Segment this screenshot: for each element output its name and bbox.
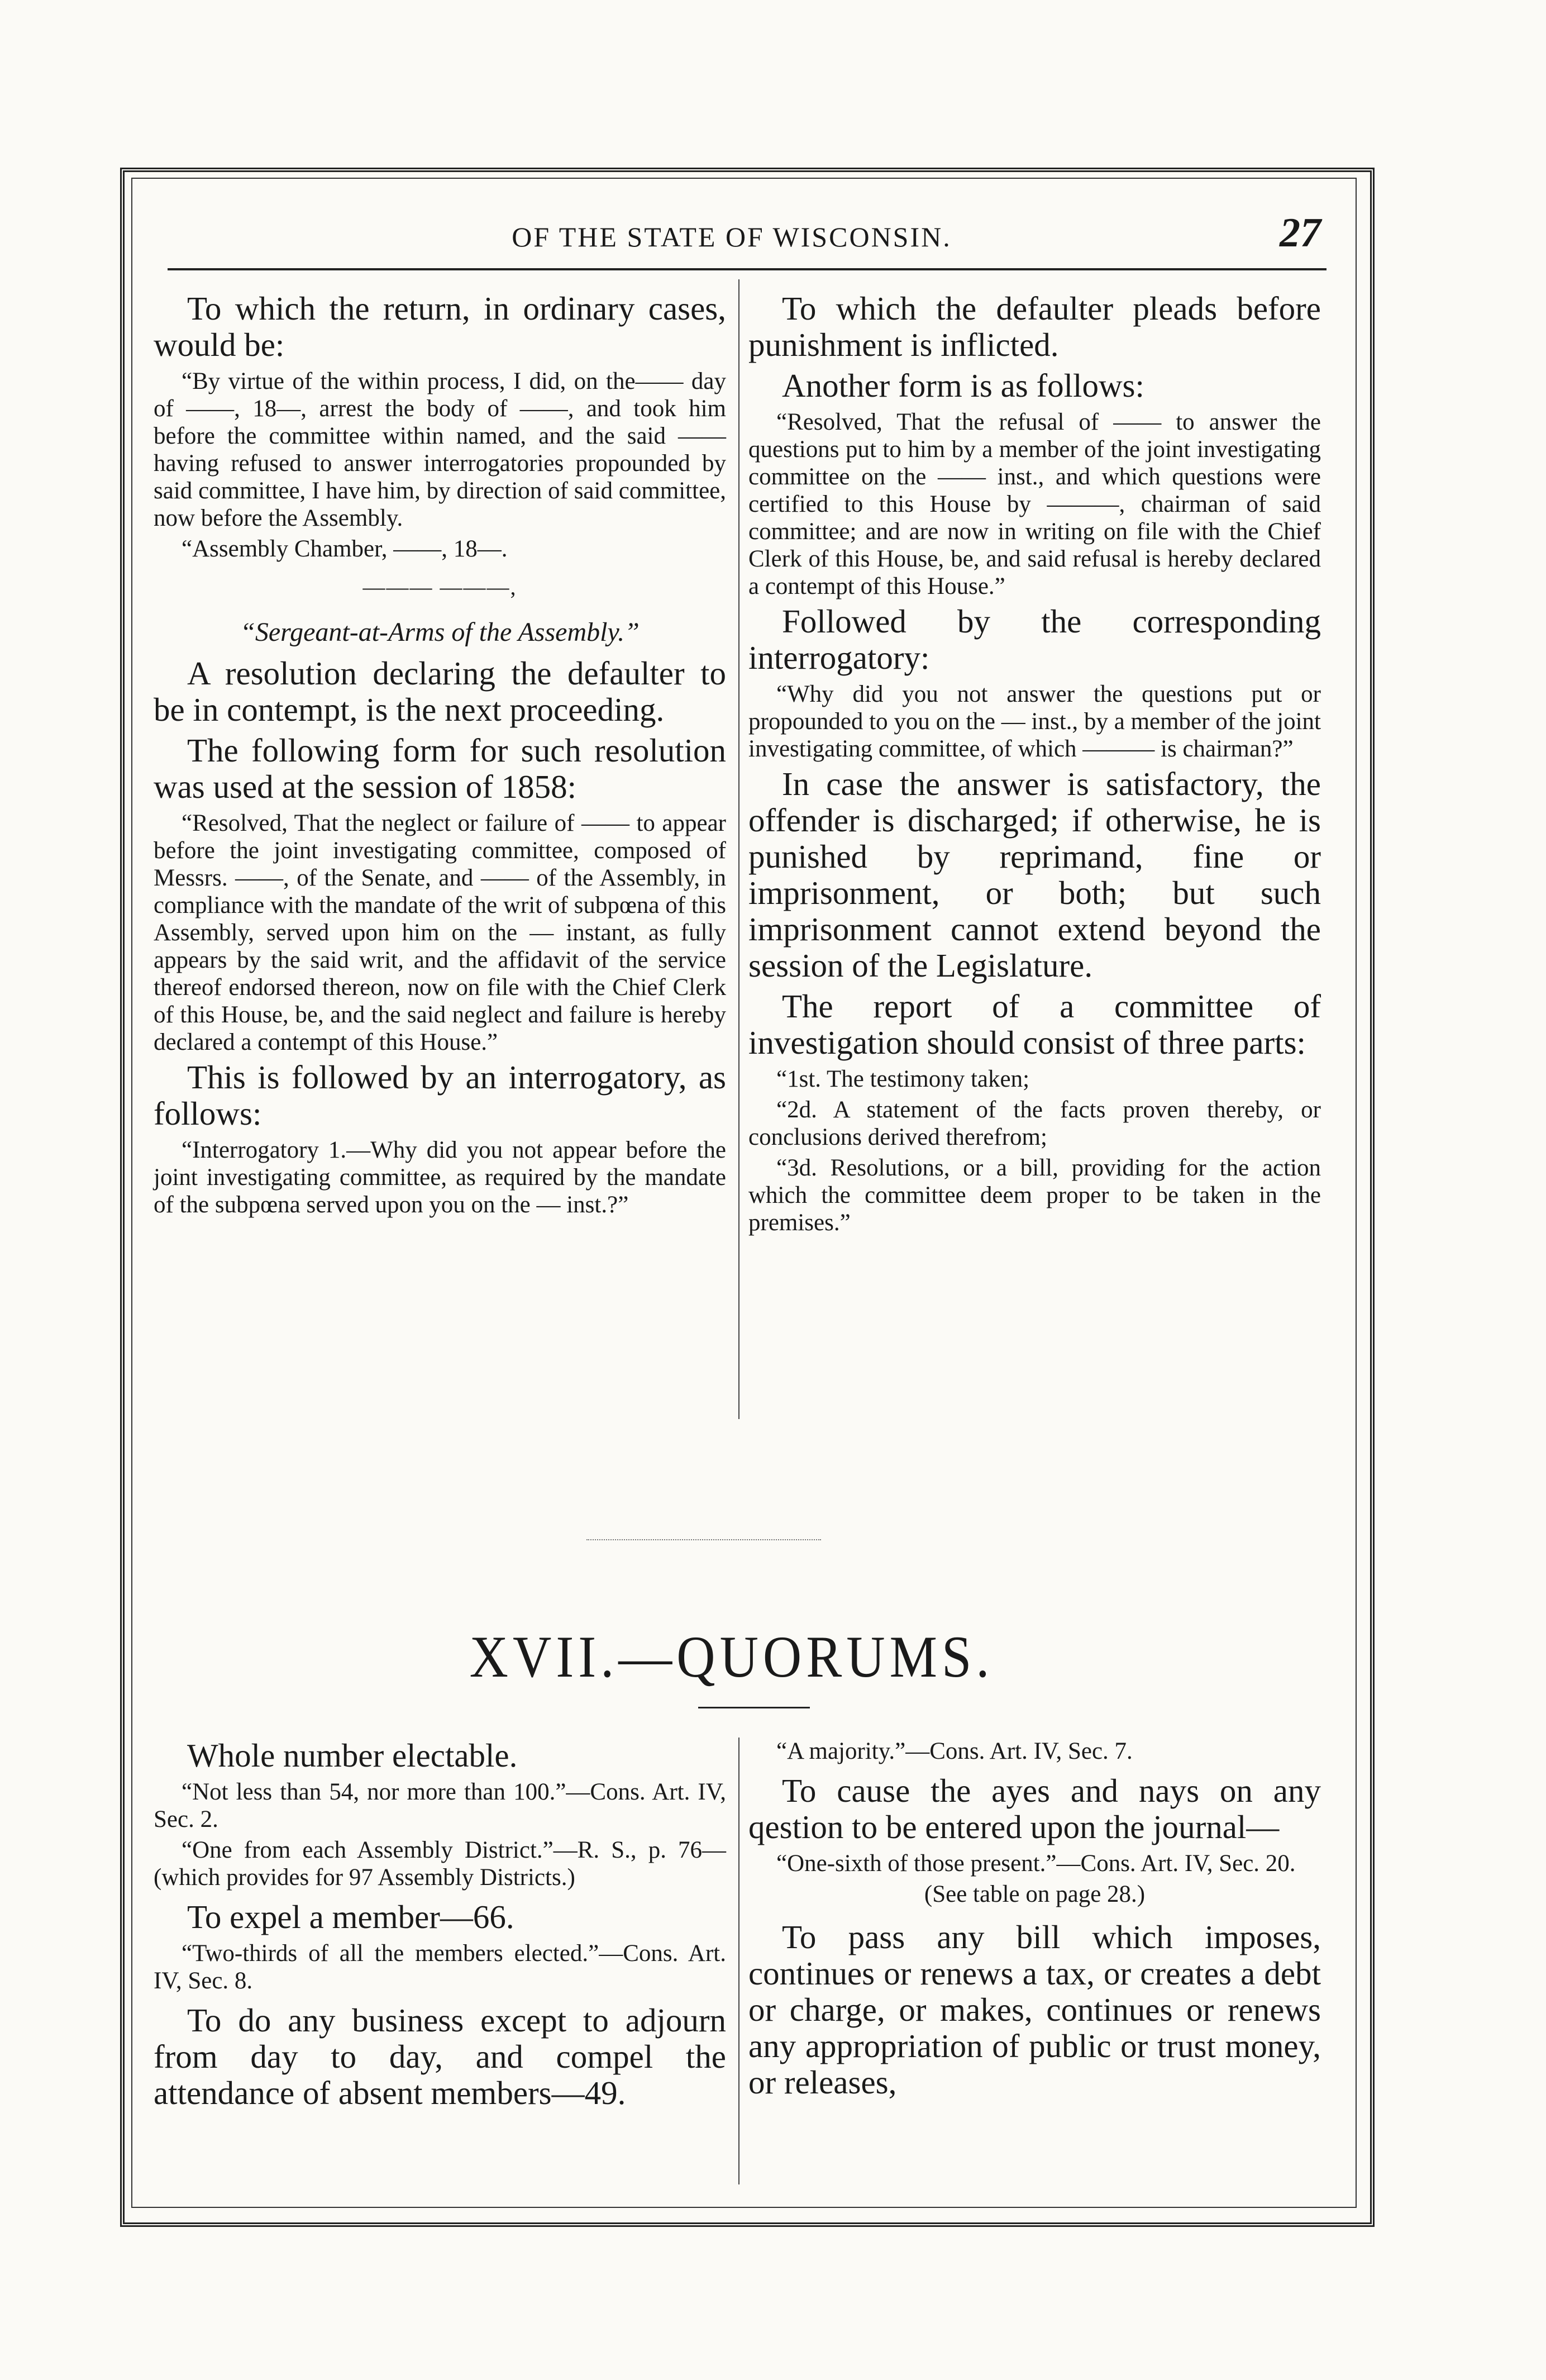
paragraph: To which the return, in ordinary cases, would be: xyxy=(154,290,726,363)
quorum-heading: To cause the ayes and nays on any qestion to be entered upon the journal— xyxy=(748,1772,1321,1845)
paragraph: Followed by the corresponding interrogatory: xyxy=(748,603,1321,676)
list-item: “3d. Resolutions, or a bill, providing for the action which the committee deem proper to be taken in the premises.” xyxy=(748,1155,1321,1236)
resolution-quote: “Resolved, That the neglect or failure of —— to appear before the joint investigating committee, composed of Messrs. ——, of the Senate, and —— of the Assembly, in compliance with the mandate of the writ of subpœna of this Assembly, served upon him on the — instant, as fully appears by the said writ, and the affidavit of the service thereof endorsed thereon, now on file with the Chief Clerk of this House, be, and the said neglect and failure is hereby declared a contempt of this House.” xyxy=(154,810,726,1055)
citation: “Two-thirds of all the members elected.”—Cons. Art. IV, Sec. 8. xyxy=(154,1940,726,1994)
paragraph: This is followed by an interrogatory, as follows: xyxy=(154,1059,726,1132)
quorum-heading: Whole number electable. xyxy=(187,1737,518,1774)
bottom-left-column xyxy=(154,1738,726,2116)
table-note: (See table on page 28.) xyxy=(924,1881,1146,1907)
interrogatory-quote: “Interrogatory 1.—Why did you not appear before the joint investigating committee, as required by the mandate of the subpœna served upon you on the — inst.?” xyxy=(154,1137,726,1218)
quote-return: “By virtue of the within process, I did, on the—— day of ——, 18—, arrest the body of ——, and took him before the committee within named, and the said —— having refused to answer interrogatories propounded by said committee, I have him, by direction of said committee, now before the Assembly. xyxy=(154,368,726,531)
page-number: 27 xyxy=(1280,210,1321,256)
list-item: “1st. The testimony taken; xyxy=(776,1066,1030,1092)
paragraph: To which the defaulter pleads before punishment is inflicted. xyxy=(748,290,1321,363)
quorum-heading: To pass any bill which imposes, continues or renews a tax, or creates a debt or charge, or makes, continues or renews any appropriation of public or trust money, or releases, xyxy=(748,1919,1321,2101)
quote-date: “Assembly Chamber, ——, 18—. xyxy=(182,536,508,562)
signature-lines: ——— ———, xyxy=(362,574,517,599)
running-head: OF THE STATE OF WISCONSIN. xyxy=(512,221,952,253)
paragraph: Another form is as follows: xyxy=(782,367,1144,404)
citation: “Not less than 54, nor more than 100.”—Cons. Art. IV, Sec. 2. xyxy=(154,1779,726,1832)
section-title: XVII.—QUORUMS. xyxy=(469,1624,994,1690)
paragraph: A resolution declaring the defaulter to be in contempt, is the next proceeding. xyxy=(154,655,726,728)
paragraph: The following form for such resolution was used at the session of 1858: xyxy=(154,732,726,805)
bottom-column-divider xyxy=(738,1738,739,2184)
section-title-rule xyxy=(698,1707,810,1708)
citation: “A majority.”—Cons. Art. IV, Sec. 7. xyxy=(776,1738,1133,1764)
citation: “One-sixth of those present.”—Cons. Art. IV, Sec. 20. xyxy=(776,1850,1296,1877)
resolution-quote: “Resolved, That the refusal of —— to answer the questions put to him by a member of the joint investigating committee on the —— inst., and which questions were certified to this House by ———, chairman of said committee; and are now in writing on file with the Chief Clerk of this House, be, and said refusal is hereby declared a contempt of this House.” xyxy=(748,409,1321,599)
top-left-column xyxy=(154,291,726,1222)
top-right-column xyxy=(748,291,1321,1240)
section-break-rule xyxy=(586,1539,821,1540)
list-item: “2d. A statement of the facts proven thereby, or conclusions derived therefrom; xyxy=(748,1097,1321,1150)
quorum-heading: To expel a member—66. xyxy=(187,1898,514,1935)
bottom-right-column xyxy=(748,1738,1321,2105)
quorum-heading: To do any business except to adjourn from day to day, and compel the attendance of absent members—49. xyxy=(154,2002,726,2111)
page-header xyxy=(142,210,1321,260)
citation: “One from each Assembly District.”—R. S., p. 76—(which provides for 97 Assembly Districts.) xyxy=(154,1837,726,1891)
paragraph: The report of a committee of investigation should consist of three parts: xyxy=(748,988,1321,1061)
top-column-divider xyxy=(738,279,739,1419)
interrogatory-quote: “Why did you not answer the questions put or propounded to you on the — inst., by a member of the joint investigating committee, of which ——— is chairman?” xyxy=(748,681,1321,762)
paragraph: In case the answer is satisfactory, the offender is discharged; if otherwise, he is punished by reprimand, fine or imprisonment, or both; but such imprisonment cannot extend beyond the session of the Legislature. xyxy=(748,765,1321,984)
header-rule xyxy=(168,268,1326,270)
signature-title: “Sergeant-at-Arms of the Assembly.” xyxy=(240,617,640,647)
